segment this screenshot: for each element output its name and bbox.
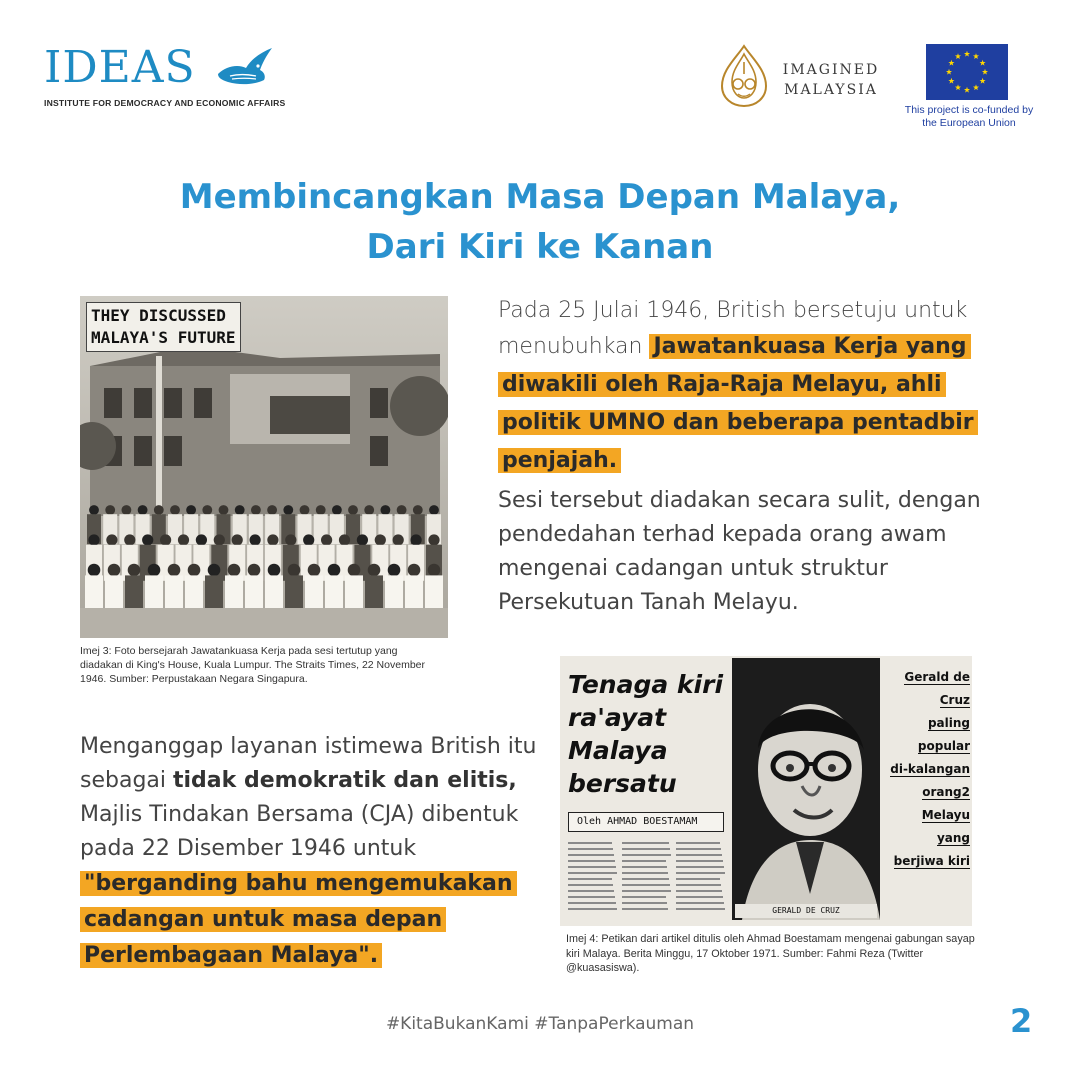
page-title [0,172,1080,272]
eu-caption-line2: the European Union [922,117,1016,129]
person-head [154,505,164,515]
clipping-text-line [622,908,668,910]
person-head [321,534,332,545]
clipping-text-line [676,878,720,880]
clipping-side-text [884,666,970,873]
clipping-side-word: Gerald de [904,670,970,684]
clipping-text-line [568,902,616,904]
clipping-text-line [676,902,724,904]
clipping-text-line [676,896,723,898]
person-head [250,534,261,545]
person-head [228,564,241,577]
person-head [285,534,296,545]
clipping-text-line [568,872,617,874]
person-head [208,564,221,577]
clipping-text-line [676,884,721,886]
clipping-text-line [676,848,721,850]
person-head [267,505,277,515]
person-body [337,545,353,581]
clipping-text-line [676,854,722,856]
photo1-headline-line2: MALAYA'S FUTURE [91,328,236,347]
person-head [388,564,401,577]
clipping-text-line [568,884,613,886]
person-head [332,505,342,515]
person-head [268,564,281,577]
person-head [89,505,99,515]
person-head [106,534,117,545]
person-head [188,564,201,577]
clipping-side-word: yang [936,831,970,845]
clipping-text-line [676,842,720,844]
clipping-text-line [568,878,612,880]
clipping-text-line [676,890,722,892]
clipping-side-word: paling [927,716,970,730]
eu-caption [894,104,1044,130]
title-line1: Membincangkan Masa Depan Malaya, [179,177,901,217]
person-head [429,505,439,515]
paragraph-committee [498,294,1018,480]
paragraph-cja-intro: Menganggap layanan istimewa British itu sebagai [80,734,537,793]
person-head [251,505,261,515]
person-head [348,564,361,577]
person-head [232,534,243,545]
person-head [88,564,101,577]
person-head [308,564,321,577]
person-head [214,534,225,545]
clipping-text-line [676,872,725,874]
wayang-leaf-icon [716,44,772,108]
paragraph-cja [80,730,550,974]
clipping-text-line [568,908,617,910]
clipping-headline-line2: ra'ayat [568,703,667,732]
clipping-text-line [622,860,666,862]
paragraph-committee-intro: Pada 25 Julai 1946, British bersetuju untuk menubuhkan [498,298,968,359]
clipping-text-line [676,908,725,910]
person-head [128,564,141,577]
person-head [413,505,423,515]
clipping-text-line [622,878,669,880]
clipping-byline: Oleh AHMAD BOESTAMAM [568,812,724,832]
photo1-caption: Imej 3: Foto bersejarah Jawatankuasa Kerja pada sesi tertutup yang diadakan di King's House, Kuala Lumpur. The Straits Times, 22 November 1946. Sumber: Perpustakaan Negara Singapura. [80,645,425,685]
clipping-text-line [568,854,614,856]
clipping-text-line [622,896,666,898]
person-head [124,534,135,545]
clipping-text-line [568,860,615,862]
person-head [283,505,293,515]
person-head [108,564,121,577]
person-head [248,564,261,577]
person-head [267,534,278,545]
person-head [219,505,229,515]
clipping-side-word: orang2 [922,785,970,799]
person-head [393,534,404,545]
eu-caption-line1: This project is co-funded by [904,104,1034,116]
photo1-headline [86,302,241,352]
clipping-text-line [622,872,668,874]
person-head [196,534,207,545]
person-head [170,505,180,515]
clipping-body-text [568,842,728,918]
clipping-side-word: berjiwa kiri [893,854,970,868]
person-head [178,534,189,545]
imagined-line: IMAGINED [782,62,880,78]
person-head [428,534,439,545]
portrait-caption: GERALD DE CRUZ [735,904,877,918]
clipping-text-line [568,896,615,898]
clipping-headline-line1: Tenaga kiri [568,670,724,699]
person-head [368,564,381,577]
clipping-text-line [622,854,671,856]
person-head [411,534,422,545]
clipping-text-line [622,866,667,868]
bird-icon [212,44,274,90]
person-head [428,564,441,577]
clipping-text-line [676,866,724,868]
clipping-text-line [622,884,670,886]
clipping-headline [568,668,723,800]
ideas-logo [44,42,284,112]
person-head [186,505,196,515]
person-head [122,505,132,515]
photo2-caption: Imej 4: Petikan dari artikel ditulis oleh Ahmad Boestamam mengenai gabungan sayap kiri Malaya. Berita Minggu, 17 Oktober 1971. Sumber: Fahmi Reza (Twitter @kuasasiswa). [566,933,975,974]
clipping-side-word: Cruz [939,693,970,707]
clipping-side-word: popular [917,739,970,753]
malaysia-line: MALAYSIA [784,82,878,98]
highlight-committee: Jawatankuasa Kerja yang diwakili oleh Raja-Raja Melayu, ahli politik UMNO dan beberapa pentadbir penjajah. [498,334,978,473]
paragraph-cja-middle: Majlis Tindakan Bersama (CJA) dibentuk pada 22 Disember 1946 untuk [80,802,519,861]
clipping-text-line [568,890,614,892]
person-head [148,564,161,577]
clipping-text-line [568,848,613,850]
person-head [339,534,350,545]
ideas-wordmark: IDEAS [44,42,196,93]
archival-group-photo [80,296,448,638]
clipping-headline-line3: Malaya [568,736,668,765]
person-head [375,534,386,545]
person-head [328,564,341,577]
person-head [316,505,326,515]
clipping-text-line [568,866,616,868]
person-head [235,505,245,515]
clipping-side-word: Melayu [921,808,970,822]
person-head [105,505,115,515]
person-head [88,534,99,545]
person-head [397,505,407,515]
clipping-text-line [622,848,670,850]
clipping-text-line [568,842,612,844]
ideas-subtitle: INSTITUTE FOR DEMOCRACY AND ECONOMIC AFFAIRS [44,98,286,108]
eu-flag-icon [926,44,1008,100]
highlight-cja: "berganding bahu mengemukakan cadangan untuk masa depan Perlembagaan Malaya". [80,871,517,968]
clipping-text-line [676,860,723,862]
clipping-text-line [622,902,667,904]
clipping-headline-line4: bersatu [568,769,677,798]
person-head [300,505,310,515]
person-head [142,534,153,545]
person-body [176,545,192,581]
paragraph-cja-bold: tidak demokratik dan elitis, [173,768,517,793]
imagined-malaysia-wordmark [776,60,886,100]
person-head [202,505,212,515]
person-head [160,534,171,545]
newspaper-clipping [560,656,972,926]
clipping-text-line [622,842,669,844]
portrait-photo [732,658,880,920]
person-head [288,564,301,577]
hashtags: #KitaBukanKami #TanpaPerkauman [385,1014,695,1034]
imagined-malaysia-logo [716,44,906,108]
person-head [364,505,374,515]
page-number: 2 [1010,1002,1033,1040]
title-line2: Dari Kiri ke Kanan [366,227,714,267]
person-head [348,505,358,515]
photo1-headline-line1: THEY DISCUSSED [91,306,226,325]
person-head [303,534,314,545]
clipping-side-word: di-kalangan [890,762,970,776]
paragraph-secret-session: Sesi tersebut diadakan secara sulit, dengan pendedahan terhad kepada orang awam mengenai cadangan untuk struktur Persekutuan Tanah Melayu. [498,488,981,615]
person-head [168,564,181,577]
clipping-text-line [622,890,671,892]
person-head [138,505,148,515]
person-head [357,534,368,545]
portrait-illustration [732,658,880,920]
person-head [408,564,421,577]
person-head [381,505,391,515]
